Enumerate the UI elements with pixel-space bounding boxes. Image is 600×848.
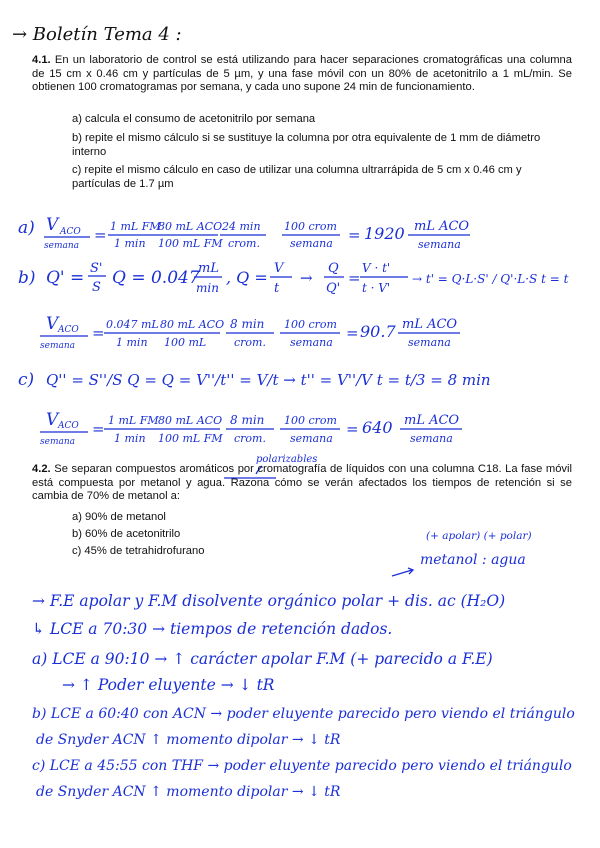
solution-c2-f1-den: 1 min (114, 432, 146, 445)
solution-b-label: b) (18, 268, 36, 288)
solution-b2-unit-den: semana (408, 336, 451, 349)
solution-a-f1-num: 1 mL FM (110, 220, 161, 233)
heading-text: → Boletín Tema 4 : (12, 24, 182, 45)
answer-line-6: de Snyder ACN ↑ momento dipolar → ↓ tR (36, 732, 341, 748)
question-text: En un laboratorio de control se está utilizando para hacer separaciones cromatográficas una columna de 15 cm x 0.46 cm y partículas de 5 µm, y una fase móvil con un 80% de acetonitrilo a 1 mL/min. Se obtienen 100 cromatogramas por semana, y cada uno supone 24 min de funcionamiento. (32, 54, 572, 94)
solution-c2-f3-den: crom. (234, 432, 266, 445)
solution-a-unit-den: semana (418, 238, 461, 251)
solution-a-f3-num: 24 min (222, 220, 261, 233)
solution-c2-lhs-den: semana (40, 437, 76, 447)
solution-b-part3: , Q = (226, 268, 268, 287)
solution-b (18, 261, 569, 296)
solution-a-f4-den: semana (290, 237, 333, 250)
question-option-b: b) repite el mismo cálculo si se sustituye la columna por otra equivalente de 1 mm de diámetro interno (72, 132, 541, 158)
answer-line-8: de Snyder ACN ↑ momento dipolar → ↓ tR (36, 784, 341, 800)
answer-line-7: c) LCE a 45:55 con THF → poder eluyente parecido pero viendo el triángulo (32, 758, 572, 774)
solution-b-q-num: V (274, 261, 284, 276)
solution-b-qq-den: Q' (326, 281, 341, 296)
solution-c2-f4-den: semana (290, 432, 333, 445)
solution-b-vv-num: V · t' (362, 261, 391, 275)
question-option-c: c) 45% de tetrahidrofurano (72, 545, 205, 557)
solution-a-f1-den: 1 min (114, 237, 146, 250)
solution-c2-result: 640 (362, 418, 393, 437)
solution-b-unit-num: mL (198, 261, 219, 276)
answer-line-2: ↳ LCE a 70:30 → tiempos de retención dados. (32, 620, 393, 638)
solution-b-eq: = (348, 269, 361, 287)
question-4-2 (32, 463, 572, 504)
solution-a-lhs-sub: ACO (60, 227, 81, 237)
solution-b2-unit-num: mL ACO (402, 317, 458, 332)
solution-b-part2: Q = 0.047 (112, 268, 200, 288)
answer-line-4: → ↑ Poder eluyente → ↓ tR (62, 676, 275, 694)
note-polarity: (+ apolar) (+ polar) (426, 530, 532, 542)
svg-text:=: = (94, 226, 107, 244)
solution-c-label: c) (18, 370, 35, 390)
solution-c2-lhs-sub: ACO (58, 421, 79, 431)
svg-text:=: = (92, 420, 105, 438)
solution-a-result: 1920 (364, 224, 405, 243)
solution-b-q-den: t (274, 281, 280, 296)
question-number: 4.2. (32, 463, 51, 475)
solution-a-lhs: V (46, 215, 59, 235)
note-polarizables: polarizables (256, 454, 318, 465)
solution-b2-lhs: V (46, 314, 59, 334)
solution-b-unit-den: min (196, 281, 219, 295)
solution-c-line1: Q'' = S''/S Q = Q = V''/t'' = V/t → t'' = V''/V t = t/3 = 8 min (46, 371, 491, 389)
solution-a-label: a) (18, 218, 35, 238)
solution-b2-f3-num: 8 min (230, 317, 265, 331)
svg-text:=: = (92, 324, 105, 342)
solution-b-sratio-den: S (92, 280, 101, 295)
solution-c2-unit-den: semana (410, 432, 453, 445)
solution-c (18, 370, 491, 447)
answer-line-3: a) LCE a 90:10 → ↑ carácter apolar F.M (+ parecido a F.E) (32, 650, 493, 668)
solution-b2-f2-num: 80 mL ACO (160, 318, 225, 331)
solution-b-vv-den: t · V' (362, 281, 391, 295)
solution-b2-f4-num: 100 crom (284, 318, 337, 331)
question-option-a: a) calcula el consumo de acetonitrilo por semana (72, 113, 316, 125)
solution-a-f2-den: 100 mL FM (158, 237, 223, 250)
solution-b2-f4-den: semana (290, 336, 333, 349)
solution-b2-f3-den: crom. (234, 336, 266, 349)
svg-text:=: = (346, 324, 359, 342)
solution-b2-lhs-sub: ACO (58, 325, 79, 335)
solution-c2-lhs: V (46, 410, 59, 430)
solution-a-lhs-den: semana (44, 241, 80, 251)
question-option-b: b) 60% de acetonitrilo (72, 528, 181, 540)
solution-b-sratio-num: S' (90, 261, 103, 276)
solution-c2-f2-num: 80 mL ACO (158, 414, 223, 427)
note-mix-arrowhead (408, 568, 413, 574)
solution-c2-f4-num: 100 crom (284, 414, 337, 427)
solution-b2-result: 90.7 (360, 322, 396, 341)
solution-a-f3-den: crom. (228, 237, 260, 250)
question-option-c: c) repite el mismo cálculo en caso de utilizar una columna ultrarrápida de 5 cm x 0.46 cm y partículas de 1.7 µm (72, 164, 522, 190)
answer-line-5: b) LCE a 60:40 con ACN → poder eluyente parecido pero viendo el triángulo (32, 706, 575, 722)
solution-b-tail: → t' = Q·L·S' / Q'·L·S t = t (412, 272, 569, 286)
solution-b2-f1-den: 1 min (116, 336, 148, 349)
question-text: Se separan compuestos aromáticos por cromatografía de líquidos con una columna C18. La fase móvil está compuesta por metanol y agua. Razona cómo se verán afectados los tiempos de retención si se cambia de 70% de metanol a: (32, 463, 572, 503)
solution-b-part1: Q' = (46, 268, 85, 288)
solution-b-qq-num: Q (328, 261, 339, 276)
solution-b-arrow: → (300, 269, 313, 287)
note-mix: metanol : agua (420, 552, 526, 568)
solution-a (18, 215, 470, 251)
solution-c2-f2-den: 100 mL FM (158, 432, 223, 445)
solution-b2-f2-den: 100 mL (164, 336, 207, 349)
svg-text:=: = (348, 226, 361, 244)
solution-a-f4-num: 100 crom (284, 220, 337, 233)
solution-b-volume (40, 314, 460, 351)
solution-c2-f3-num: 8 min (230, 413, 265, 427)
question-4-1 (32, 54, 572, 95)
question-option-a: a) 90% de metanol (72, 511, 166, 523)
svg-text:=: = (346, 420, 359, 438)
solution-c2-unit-num: mL ACO (404, 413, 460, 428)
solution-a-unit-num: mL ACO (414, 219, 470, 234)
solution-a-f2-num: 80 mL ACO (158, 220, 223, 233)
page-heading (12, 22, 212, 48)
solution-b2-lhs-den: semana (40, 341, 76, 351)
question-number: 4.1. (32, 54, 51, 66)
solution-c2-f1-num: 1 mL FM (108, 414, 159, 427)
note-mix-arrow (392, 570, 412, 576)
solution-b2-f1-num: 0.047 mL (106, 318, 159, 331)
answer-line-1: → F.E apolar y F.M disolvente orgánico polar + dis. ac (H₂O) (32, 592, 506, 610)
